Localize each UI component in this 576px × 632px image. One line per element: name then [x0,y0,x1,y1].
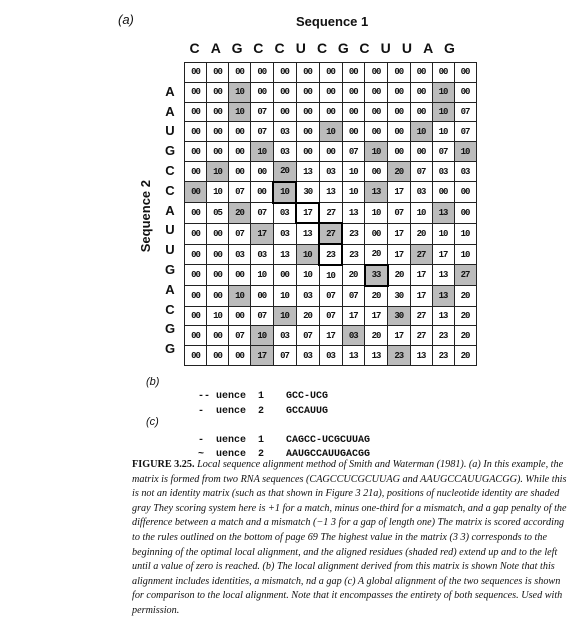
seq1-letter: G [337,40,349,56]
matrix-cell: 00 [273,63,296,83]
matrix-cell: 23 [342,244,365,265]
matrix-cell: 17 [410,265,432,286]
matrix-cell: 00 [207,63,229,83]
row-seq: GCC-UCG [286,391,329,402]
matrix-cell: 00 [388,142,411,162]
matrix-cell: 10 [251,142,274,162]
matrix-cell: 00 [454,203,476,224]
sequence-2-letters [160,82,180,359]
matrix-cell: 17 [319,326,342,346]
matrix-cell: 13 [365,346,388,366]
matrix-cell: 00 [296,122,319,142]
matrix-cell: 27 [410,326,432,346]
matrix-cell: 00 [296,102,319,122]
matrix-cell: 13 [342,346,365,366]
matrix-cell: 00 [342,122,365,142]
matrix-cell: 07 [319,306,342,326]
seq1-letter: C [316,40,328,56]
matrix-cell: 17 [388,223,411,244]
matrix-cell: 17 [388,326,411,346]
sequence-1-title: Sequence 1 [296,14,369,29]
matrix-cell: 10 [273,306,296,326]
matrix-cell: 20 [296,306,319,326]
panel-a-label: (a) [118,12,134,27]
matrix-cell: 00 [185,223,207,244]
matrix-cell: 07 [251,102,274,122]
matrix-cell: 03 [319,161,342,181]
matrix-cell: 20 [365,286,388,306]
matrix-cell: 10 [207,182,229,203]
matrix-cell: 00 [185,306,207,326]
matrix-cell: 00 [251,82,274,102]
matrix-cell: 00 [342,102,365,122]
matrix-cell: 20 [365,326,388,346]
matrix-cell: 10 [342,161,365,181]
matrix-cell: 10 [454,244,476,265]
matrix-cell: 05 [207,203,229,224]
matrix-cell: 10 [410,203,432,224]
seq1-letter: A [210,40,221,56]
matrix-cell: 00 [185,265,207,286]
matrix-cell: 00 [319,63,342,83]
seq1-letter: C [359,40,370,56]
matrix-cell: 07 [251,122,274,142]
matrix-row [185,306,477,326]
matrix-cell: 00 [207,244,229,265]
matrix-cell: 10 [342,182,365,203]
matrix-cell: 00 [365,223,388,244]
matrix-cell: 27 [454,265,476,286]
matrix-cell: 27 [410,306,432,326]
matrix-cell: 00 [185,244,207,265]
seq1-letter: U [295,40,306,56]
matrix-row [185,142,477,162]
matrix-cell: 00 [388,63,411,83]
matrix-cell: 07 [454,122,476,142]
seq2-letter: A [165,281,175,297]
matrix-cell: 23 [432,346,454,366]
matrix-cell: 00 [229,161,251,181]
matrix-cell: 13 [273,244,296,265]
seq2-letter: A [165,202,175,218]
matrix-cell: 07 [251,203,274,224]
matrix-cell: 07 [251,306,274,326]
seq2-letter: U [165,222,175,238]
matrix-cell: 17 [251,346,274,366]
matrix-cell: 00 [454,82,476,102]
matrix-cell: 20 [410,223,432,244]
matrix-cell: 00 [229,306,251,326]
matrix-cell: 00 [365,122,388,142]
matrix-cell: 00 [251,63,274,83]
matrix-cell: 10 [365,142,388,162]
sequence-1-letters [184,40,460,56]
seq2-letter: A [165,103,175,119]
matrix-cell: 07 [432,142,454,162]
matrix-cell: 13 [319,182,342,203]
matrix-cell: 20 [454,286,476,306]
seq2-letter: U [165,242,175,258]
matrix-cell: 00 [185,161,207,181]
matrix-cell: 20 [454,306,476,326]
matrix-row [185,244,477,265]
matrix-cell: 10 [432,82,454,102]
matrix-cell: 00 [410,142,432,162]
matrix-row [185,223,477,244]
panel-c-label: (c) [146,416,159,428]
row-label: -- uence 1 [198,391,265,402]
seq2-letter: G [164,341,176,357]
matrix-cell: 17 [296,203,319,224]
matrix-cell: 00 [185,286,207,306]
matrix-cell: 13 [432,265,454,286]
seq1-letter: A [423,40,434,56]
matrix-cell: 03 [251,244,274,265]
matrix-cell: 00 [185,182,207,203]
matrix-cell: 10 [229,102,251,122]
matrix-cell: 10 [454,223,476,244]
matrix-cell: 00 [388,82,411,102]
matrix-row [185,63,477,83]
caption-head: FIGURE 3.25. [132,459,195,470]
matrix-cell: 00 [207,82,229,102]
matrix-row [185,102,477,122]
matrix-cell: 10 [207,306,229,326]
matrix-cell: 03 [432,161,454,181]
score-matrix [184,62,477,366]
matrix-cell: 03 [273,203,296,224]
matrix-cell: 00 [296,82,319,102]
matrix-cell: 00 [185,102,207,122]
matrix-cell: 17 [342,306,365,326]
matrix-cell: 00 [229,122,251,142]
matrix-cell: 20 [388,161,411,181]
row-seq: GCCAUUG [286,406,329,417]
matrix-cell: 07 [388,203,411,224]
matrix-cell: 33 [365,265,388,286]
matrix-cell: 00 [251,182,274,203]
matrix-cell: 07 [454,102,476,122]
matrix-cell: 10 [454,142,476,162]
matrix-cell: 20 [454,346,476,366]
matrix-cell: 00 [296,142,319,162]
matrix-cell: 07 [296,326,319,346]
matrix-cell: 00 [342,82,365,102]
matrix-cell: 00 [207,265,229,286]
matrix-cell: 03 [273,326,296,346]
matrix-row [185,161,477,181]
matrix-cell: 00 [319,142,342,162]
matrix-cell: 30 [388,306,411,326]
matrix-cell: 07 [229,223,251,244]
matrix-cell: 07 [410,161,432,181]
matrix-row [185,265,477,286]
matrix-cell: 00 [185,326,207,346]
seq2-letter: C [165,301,175,317]
matrix-cell: 00 [229,63,251,83]
matrix-cell: 27 [319,223,342,244]
matrix-cell: 00 [388,122,411,142]
matrix-cell: 10 [296,265,319,286]
matrix-cell: 10 [207,161,229,181]
matrix-cell: 03 [319,346,342,366]
matrix-cell: 07 [319,286,342,306]
matrix-cell: 00 [365,102,388,122]
matrix-cell: 00 [185,63,207,83]
matrix-cell: 00 [388,102,411,122]
matrix-cell: 00 [185,122,207,142]
matrix-cell: 07 [273,346,296,366]
matrix-cell: 10 [251,326,274,346]
matrix-cell: 00 [207,346,229,366]
matrix-cell: 00 [207,102,229,122]
seq2-letter: U [165,123,175,139]
matrix-cell: 13 [365,182,388,203]
seq1-letter: C [189,40,200,56]
row-seq: AAUGCCAUUGACGG [286,449,371,460]
matrix-cell: 17 [432,244,454,265]
seq2-letter: C [165,162,175,178]
matrix-cell: 00 [207,142,229,162]
matrix-cell: 17 [365,306,388,326]
seq1-letter: U [401,40,413,56]
matrix-cell: 10 [432,122,454,142]
matrix-cell: 27 [410,244,432,265]
matrix-cell: 17 [388,182,411,203]
matrix-cell: 00 [229,346,251,366]
matrix-cell: 30 [388,286,411,306]
seq2-letter: G [164,261,176,277]
matrix-cell: 13 [342,203,365,224]
matrix-cell: 20 [342,265,365,286]
matrix-cell: 10 [296,244,319,265]
matrix-row [185,346,477,366]
matrix-cell: 13 [296,223,319,244]
sequence-2-title: Sequence 2 [138,180,153,253]
seq1-letter: U [380,40,391,56]
matrix-cell: 07 [229,182,251,203]
matrix-cell: 00 [207,286,229,306]
matrix-cell: 10 [319,122,342,142]
matrix-cell: 13 [432,306,454,326]
matrix-cell: 00 [454,63,476,83]
matrix-cell: 17 [388,244,411,265]
matrix-cell: 00 [410,82,432,102]
matrix-cell: 20 [388,265,411,286]
row-seq: CAGCC-UCGCUUAG [286,435,371,446]
matrix-cell: 20 [454,326,476,346]
matrix-cell: 20 [273,161,296,181]
matrix-cell: 23 [432,326,454,346]
matrix-cell: 00 [185,203,207,224]
matrix-cell: 00 [432,182,454,203]
matrix-cell: 00 [365,161,388,181]
caption-body: Local sequence alignment method of Smith and Waterman (1981). (a) In this example, the matrix is formed from two RNA sequences (CAGCCUCGCUUAG and AAUGCCAUUGACGG). While this is not an identity matrix (such as that shown in Figure 3 21a), positions of nucleotide identity are shaded gray They scoring system here is +1 for a match, minus one-third for a mismatch, and a gap penalty of the difference between a match and a mismatch (−1 3 for a gap of length one) The matrix is scored according to the rules outlined on the bottom of page 69 The highest value in the matrix (3 3) corresponds to the beginning of the optimal local alignment, and the aligned residues (shaded red) extend up and to the left until a value of zero is reached. (b) The local alignment derived from this matrix is shown Note that this alignment includes identities, a mismatch, nd a gap (c) A global alignment of the two sequences is shown for comparison to the local alignment. Note that it encompasses the entirety of both sequences. Used with permission. [132,459,567,616]
matrix-cell: 13 [432,203,454,224]
matrix-cell: 10 [365,203,388,224]
matrix-cell: 00 [432,63,454,83]
matrix-cell: 00 [229,142,251,162]
matrix-cell: 03 [273,122,296,142]
matrix-cell: 10 [273,182,296,203]
seq1-letter: G [231,40,243,56]
matrix-cell: 00 [319,102,342,122]
matrix-cell: 00 [185,142,207,162]
matrix-cell: 03 [229,244,251,265]
matrix-cell: 10 [432,223,454,244]
seq1-letter: C [274,40,285,56]
matrix-cell: 00 [296,63,319,83]
matrix-cell: 23 [342,223,365,244]
matrix-cell: 17 [410,286,432,306]
matrix-cell: 30 [296,182,319,203]
matrix-cell: 13 [432,286,454,306]
matrix-cell: 00 [251,286,274,306]
matrix-cell: 00 [410,102,432,122]
matrix-cell: 20 [229,203,251,224]
matrix-cell: 00 [273,102,296,122]
matrix-cell: 00 [410,63,432,83]
matrix-cell: 10 [432,102,454,122]
matrix-cell: 17 [251,223,274,244]
row-label: - uence 1 [198,435,265,446]
matrix-cell: 10 [251,265,274,286]
matrix-row [185,82,477,102]
row-label: - uence 2 [198,406,265,417]
matrix-cell: 00 [273,265,296,286]
matrix-cell: 10 [229,286,251,306]
matrix-cell: 27 [319,203,342,224]
seq2-letter: C [165,182,175,198]
seq1-letter: G [443,40,455,56]
matrix-cell: 13 [296,161,319,181]
matrix-cell: 23 [388,346,411,366]
matrix-cell: 00 [454,182,476,203]
matrix-row [185,203,477,224]
matrix-cell: 00 [185,346,207,366]
matrix-cell: 10 [410,122,432,142]
matrix-cell: 03 [342,326,365,346]
matrix-cell: 00 [229,265,251,286]
matrix-cell: 07 [229,326,251,346]
matrix-cell: 00 [185,82,207,102]
matrix-cell: 13 [410,346,432,366]
matrix-cell: 03 [454,161,476,181]
seq2-letter: A [165,83,175,99]
matrix-cell: 00 [207,326,229,346]
matrix-cell: 23 [319,244,342,265]
matrix-row [185,122,477,142]
matrix-cell: 00 [365,82,388,102]
matrix-cell: 07 [342,286,365,306]
matrix-cell: 00 [342,63,365,83]
seq2-letter: G [164,321,176,337]
panel-b-label: (b) [146,376,160,388]
matrix-cell: 10 [319,265,342,286]
matrix-cell: 03 [273,223,296,244]
matrix-cell: 03 [296,346,319,366]
matrix-cell: 10 [273,286,296,306]
matrix-cell: 00 [365,63,388,83]
matrix-cell: 03 [273,142,296,162]
matrix-cell: 10 [229,82,251,102]
matrix-cell: 00 [319,82,342,102]
matrix-cell: 03 [410,182,432,203]
matrix-cell: 00 [273,82,296,102]
row-label: ~ uence 2 [198,449,265,460]
matrix-row [185,182,477,203]
matrix-cell: 03 [296,286,319,306]
figure-caption [132,458,570,619]
matrix-cell: 00 [207,122,229,142]
matrix-row [185,326,477,346]
seq1-letter: C [253,40,264,56]
matrix-cell: 07 [342,142,365,162]
matrix-row [185,286,477,306]
matrix-cell: 00 [251,161,274,181]
seq2-letter: G [164,143,176,159]
matrix-cell: 00 [207,223,229,244]
matrix-cell: 20 [365,244,388,265]
